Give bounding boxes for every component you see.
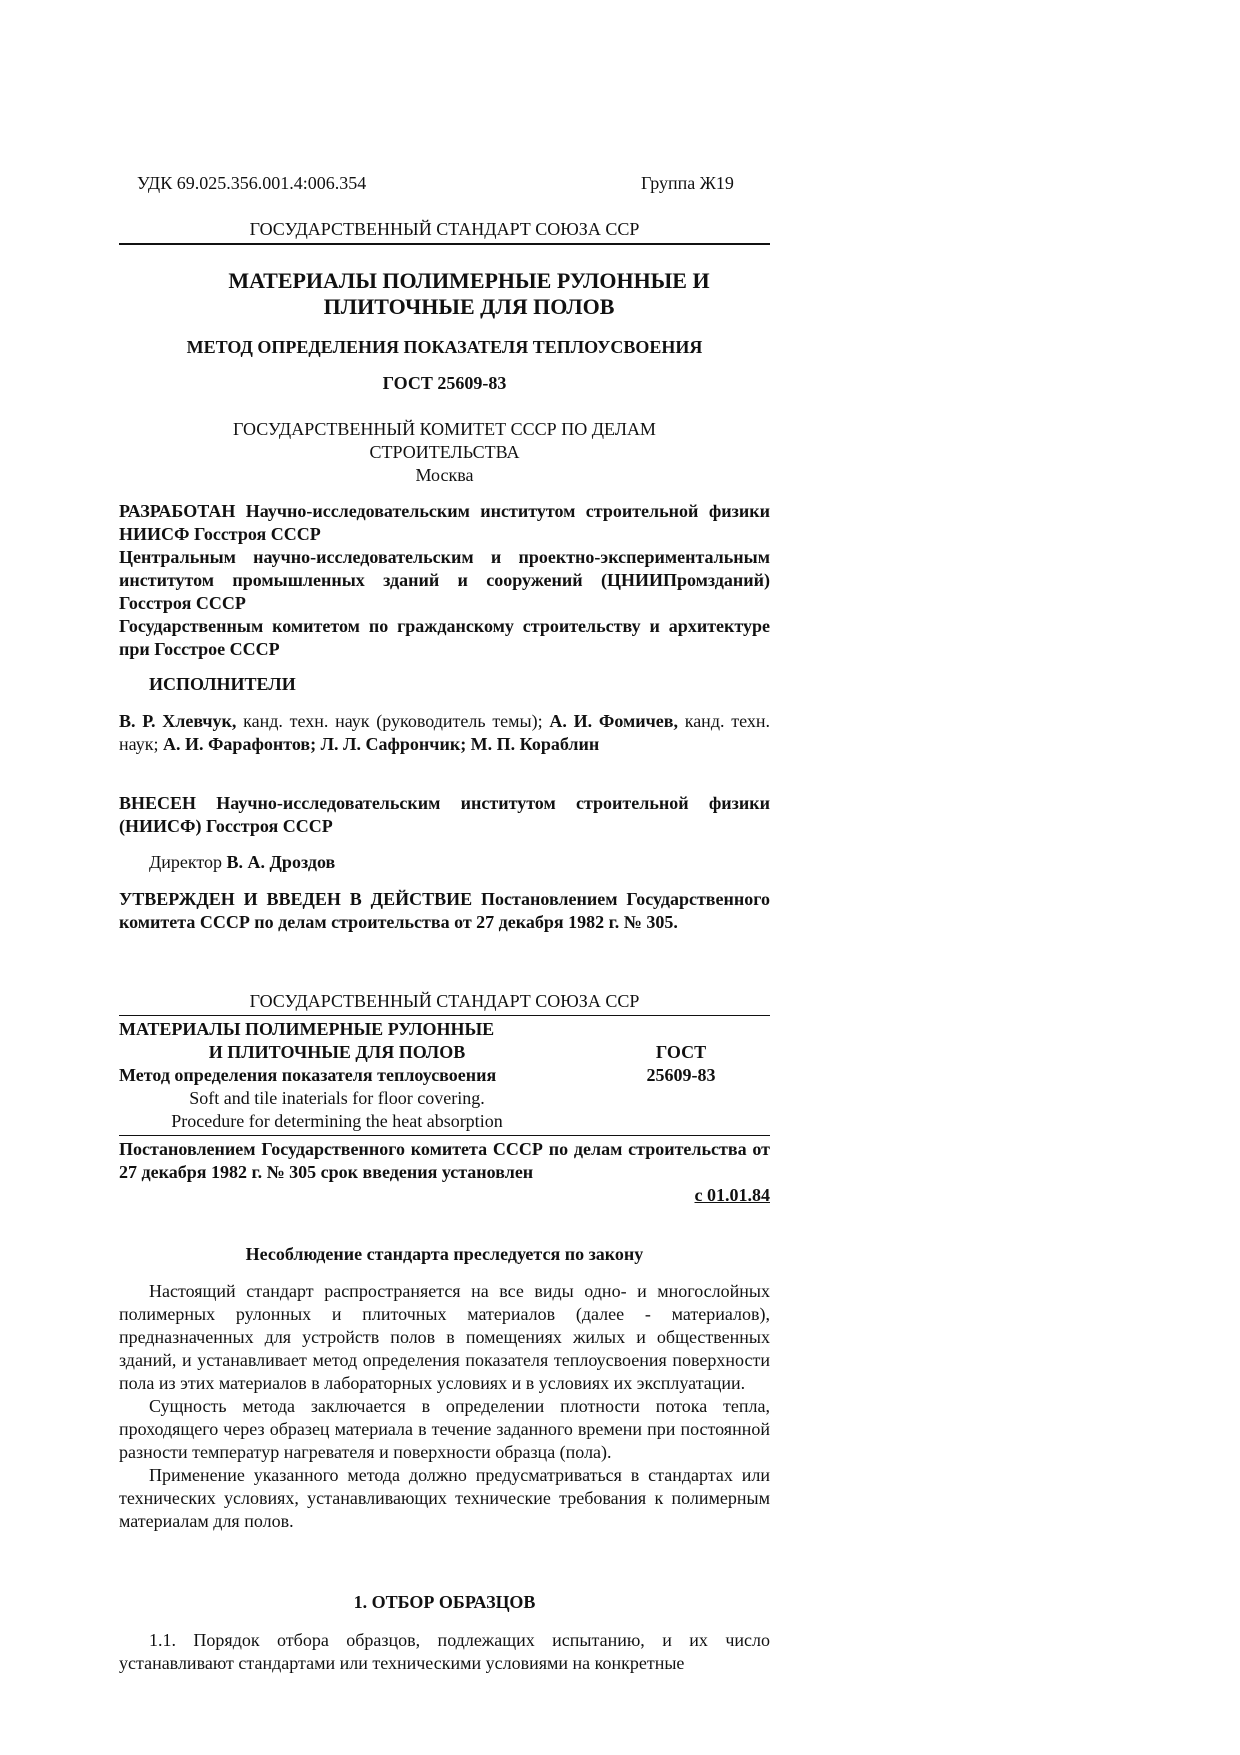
- section-1-heading: 1. ОТБОР ОБРАЗЦОВ: [353, 1592, 536, 1612]
- developed-para-3: Государственным комитетом по гражданскому строительству и архитектуре при Госстрое СССР: [119, 616, 770, 659]
- executor-role-1: канд. техн. наук (руководитель темы);: [236, 711, 550, 731]
- introduced-text: ВНЕСЕН Научно-исследовательским институтом строительной физики (НИИСФ) Госстроя СССР: [119, 793, 770, 836]
- director-label: Директор: [149, 852, 227, 872]
- method-title: МЕТОД ОПРЕДЕЛЕНИЯ ПОКАЗАТЕЛЯ ТЕПЛОУСВОЕНИЯ: [186, 337, 703, 357]
- block2-rule-top: [119, 1015, 770, 1016]
- standard-union-heading-2: ГОСУДАРСТВЕННЫЙ СТАНДАРТ СОЮЗА ССР: [249, 991, 640, 1011]
- developed-para-1: РАЗРАБОТАН Научно-исследовательским институтом строительной физики НИИСФ Госстроя СССР: [119, 501, 770, 544]
- body-para-1: Настоящий стандарт распространяется на все виды одно- и многослойных полимерных рулонных и плиточных материалов (далее - материалов), предназначенных для устройств полов в помещениях жилых и общественных зданий, и устанавливает метод определения показателя теплоусвоения поверхности пола из этих материалов в лабораторных условиях и в условиях их эксплуатации.: [119, 1281, 770, 1393]
- header-rule: [119, 243, 770, 245]
- standard-union-heading: ГОСУДАРСТВЕННЫЙ СТАНДАРТ СОЮЗА ССР: [249, 219, 640, 239]
- law-notice: Несоблюдение стандарта преследуется по закону: [245, 1244, 644, 1264]
- approved-text: УТВЕРЖДЕН И ВВЕДЕН В ДЕЙСТВИЕ Постановлением Государственного комитета СССР по делам строительства от 27 декабря 1982 г. № 305.: [119, 889, 770, 932]
- body-text: [119, 1280, 770, 1533]
- block2-gost-number: 25609-83: [646, 1065, 716, 1085]
- block2-english-2: Procedure for determining the heat absorption: [171, 1111, 503, 1131]
- director-name: В. А. Дроздов: [226, 852, 336, 872]
- block2-gost-label: ГОСТ: [655, 1042, 707, 1062]
- block2-decree: Постановлением Государственного комитета СССР по делам строительства от 27 декабря 1982 г. № 305 срок введения установлен: [119, 1139, 770, 1182]
- block2-title-1: МАТЕРИАЛЫ ПОЛИМЕРНЫЕ РУЛОННЫЕ: [119, 1019, 495, 1039]
- executor-name-1: В. Р. Хлевчук,: [119, 711, 237, 731]
- block2-method: Метод определения показателя теплоусвоения: [119, 1065, 497, 1085]
- body-para-2: Сущность метода заключается в определении плотности потока тепла, проходящего через образец материала в течение заданного времени при постоянной разности температур нагревателя и поверхности образца (пола).: [119, 1396, 770, 1462]
- group-code: Группа Ж19: [641, 173, 734, 193]
- executor-name-2: А. И. Фомичев,: [549, 711, 678, 731]
- executor-role-2: канд. техн. наук;: [119, 711, 770, 754]
- developed-section: [119, 500, 770, 661]
- gost-number: ГОСТ 25609-83: [382, 373, 507, 393]
- title-line-1: МАТЕРИАЛЫ ПОЛИМЕРНЫЕ РУЛОННЫЕ И: [228, 268, 710, 293]
- document-title: [159, 268, 779, 320]
- block2-rule-bottom: [119, 1135, 770, 1136]
- block2-english-1: Soft and tile inaterials for floor covering.: [189, 1088, 485, 1108]
- committee-line-2: СТРОИТЕЛЬСТВА: [369, 442, 520, 462]
- developed-para-2: Центральным научно-исследовательским и проектно-экспериментальным институтом промышленных зданий и сооружений (ЦНИИПромзданий) Госстроя СССР: [119, 547, 770, 613]
- executor-names-3: А. И. Фарафонтов; Л. Л. Сафрончик; М. П. Кораблин: [162, 734, 600, 754]
- city: Москва: [415, 465, 474, 485]
- body-para-4: 1.1. Порядок отбора образцов, подлежащих испытанию, и их число устанавливают стандартами или техническими условиями на конкретные: [119, 1630, 770, 1673]
- executors-list: [119, 710, 770, 756]
- block2-effective-date: с 01.01.84: [694, 1185, 770, 1205]
- committee-line-1: ГОСУДАРСТВЕННЫЙ КОМИТЕТ СССР ПО ДЕЛАМ: [233, 419, 656, 439]
- title-line-2: ПЛИТОЧНЫЕ ДЛЯ ПОЛОВ: [323, 294, 615, 319]
- block2-title-2: И ПЛИТОЧНЫЕ ДЛЯ ПОЛОВ: [208, 1042, 466, 1062]
- director-line: [149, 851, 335, 874]
- udk-code: УДК 69.025.356.001.4:006.354: [137, 173, 367, 193]
- executors-heading: ИСПОЛНИТЕЛИ: [149, 674, 296, 694]
- body-para-3: Применение указанного метода должно предусматриваться в стандартах или технических условиях, устанавливающих технические требования к полимерным материалам для полов.: [119, 1465, 770, 1531]
- committee-block: [119, 418, 770, 487]
